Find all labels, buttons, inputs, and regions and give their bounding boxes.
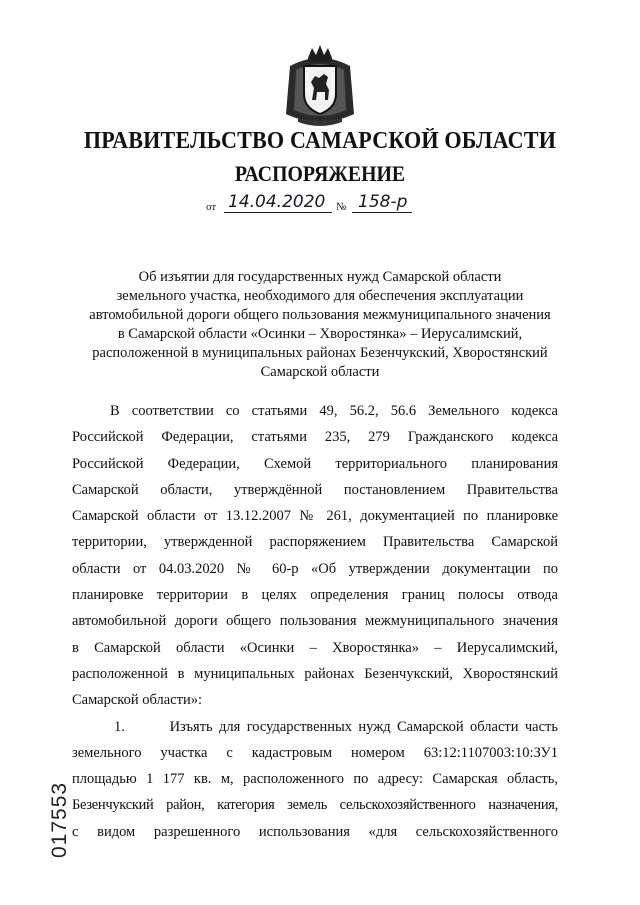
body-line: автомобильной дороги общего пользования межмуниципального значения (72, 613, 558, 630)
number-underline (352, 212, 412, 213)
body-line: планировке территории в целях определения границ полосы отвода (72, 587, 558, 604)
subject-line: земельного участка, необходимого для обеспечения эксплуатации (116, 288, 524, 304)
number-label: № (336, 201, 347, 213)
subject-line: в Самарской области «Осинки – Хворостянка» – Иерусалимский, (117, 326, 523, 342)
body-line: с видом разрешенного использования «для сельскохозяйственного (72, 823, 558, 840)
item-1-line: 1. Изъять для государственных нужд Самарской области часть (114, 718, 558, 735)
subject-line: Самарской области (260, 364, 380, 380)
body-line: В соответствии со статьями 49, 56.2, 56.6 Земельного кодекса (110, 403, 558, 419)
document-subject (60, 268, 580, 382)
body-line: Безенчукский район, категория земель сельскохозяйственного назначения, (72, 797, 558, 814)
body-line: в Самарской области «Осинки – Хворостянка» – Иерусалимский, (72, 639, 558, 656)
document-body (72, 403, 558, 850)
number-value: 158-р (358, 192, 408, 212)
margin-stamp (40, 758, 80, 858)
body-line: области от 04.03.2020 № 60-р «Об утверждении документации по (72, 560, 558, 577)
body-line: Российской Федерации, статьями 235, 279 Гражданского кодекса (72, 429, 558, 446)
body-line: Самарской области, утверждённой постановлением Правительства (72, 481, 558, 498)
body-line: Самарской области от 13.12.2007 № 261, документацией по планировке (72, 508, 558, 525)
date-underline (224, 212, 332, 213)
body-line: территории, утвержденной распоряжением Правительства Самарской (72, 534, 558, 551)
document-type: РАСПОРЯЖЕНИЕ (234, 161, 406, 186)
date-label: от (206, 201, 217, 213)
coat-of-arms-icon (284, 44, 356, 128)
subject-line: Об изъятии для государственных нужд Самарской области (138, 269, 502, 285)
body-line: Самарской области»: (72, 692, 202, 709)
subject-line: расположенной в муниципальных районах Безенчукский, Хворостянский (92, 345, 548, 361)
date-value: 14.04.2020 (228, 192, 326, 212)
body-line: площадью 1 177 кв. м, расположенного по адресу: Самарская область, (72, 771, 558, 788)
body-line: расположенной в муниципальных районах Безенчукский, Хворостянский (72, 665, 558, 682)
body-line: земельного участка с кадастровым номером 63:12:1107003:10:ЗУ1 (72, 744, 558, 761)
subject-line: автомобильной дороги общего пользования межмуниципального значения (89, 307, 551, 323)
body-line: Российской Федерации, Схемой территориального планирования (72, 455, 558, 472)
government-title: ПРАВИТЕЛЬСТВО САМАРСКОЙ ОБЛАСТИ (83, 128, 557, 154)
margin-stamp-number: 017553 (48, 781, 71, 858)
date-number-line (206, 192, 466, 218)
